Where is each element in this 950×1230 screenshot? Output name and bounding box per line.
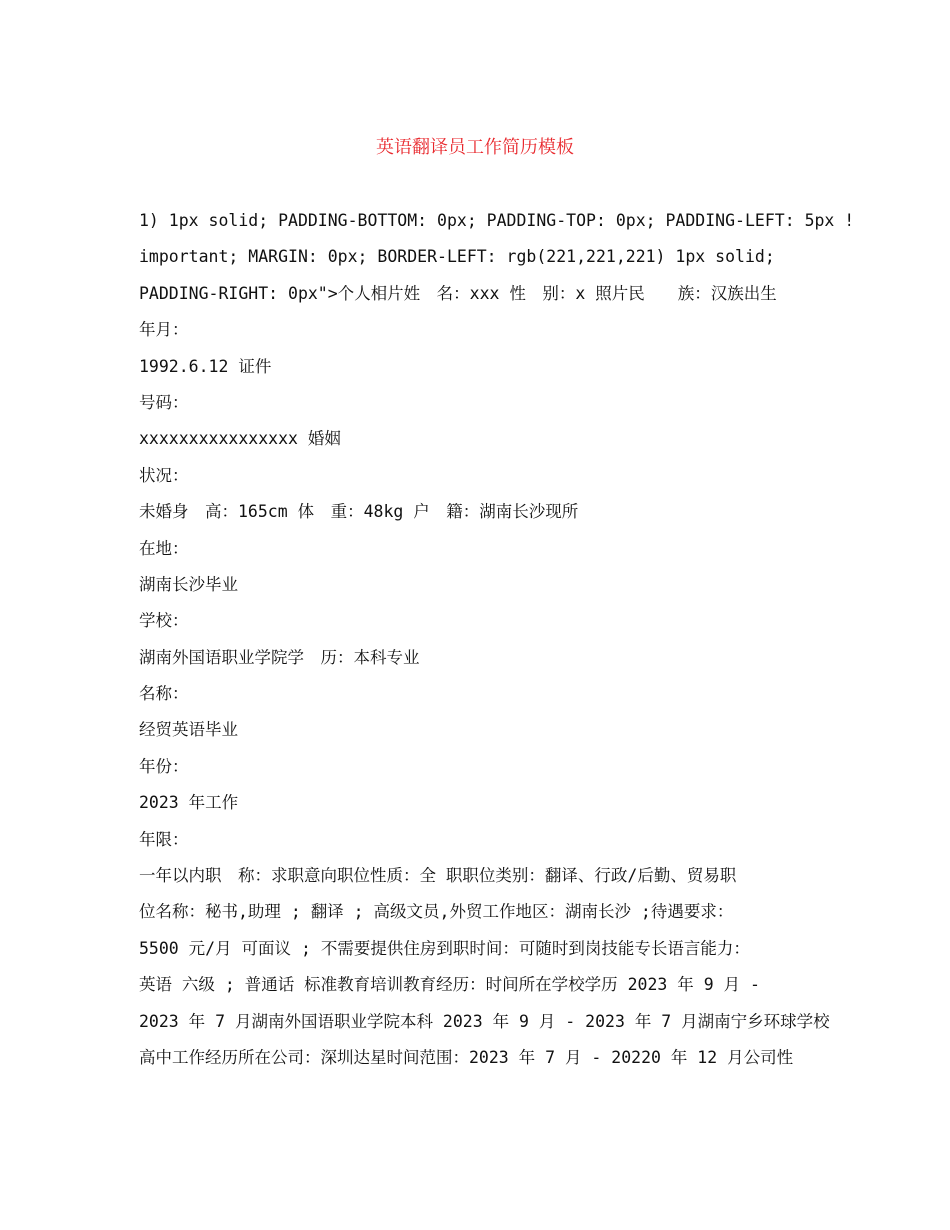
document-body [139,203,855,1076]
body-text-line: 在地： [139,538,189,558]
body-text-line: 经贸英语毕业 [139,720,238,740]
body-text-line: 1992.6.12 证件 [139,356,272,376]
body-text-line: 英语 六级 ; 普通话 标准教育培训教育经历：时间所在学校学历 2023 年 9 月 - [139,975,760,995]
body-text-line: xxxxxxxxxxxxxxxx 婚姻 [139,429,341,449]
body-text-line: 5500 元/月 可面议 ; 不需要提供住房到职时间：可随时到岗技能专长语言能力： [139,938,750,958]
body-text-line: 号码： [139,392,189,412]
body-text-line: 学校： [139,611,189,631]
body-text-line: 年份： [139,756,189,776]
document-title: 英语翻译员工作简历模板 [376,137,574,158]
body-text-line: 未婚身 高：165cm 体 重：48kg 户 籍：湖南长沙现所 [139,502,579,522]
body-text-line: 年限： [139,829,189,849]
body-text-line: 名称： [139,684,189,704]
body-text-line: 位名称：秘书,助理 ; 翻译 ; 高级文员,外贸工作地区：湖南长沙 ;待遇要求： [139,902,734,922]
body-text-line: important; MARGIN: 0px; BORDER-LEFT: rgb(221,221,221) 1px solid; [139,247,775,267]
body-text-line: 高中工作经历所在公司：深圳达星时间范围：2023 年 7 月 - 20220 年 12 月公司性 [139,1047,794,1067]
body-text-line: 1) 1px solid; PADDING-BOTTOM: 0px; PADDING-TOP: 0px; PADDING-LEFT: 5px ! [139,211,855,230]
body-text-line: 湖南外国语职业学院学 历：本科专业 [139,647,420,667]
body-text-line: 年月： [139,320,189,340]
body-text-line: 状况： [139,465,189,485]
body-text-line: 一年以内职 称：求职意向职位性质：全 职职位类别：翻译、行政/后勤、贸易职 [139,866,737,886]
body-text-line: PADDING-RIGHT: 0px">个人相片姓 名：xxx 性 别：x 照片民 族：汉族出生 [139,283,777,303]
body-text-line: 2023 年工作 [139,793,239,813]
body-text-line: 湖南长沙毕业 [139,574,238,594]
body-text-line: 2023 年 7 月湖南外国语职业学院本科 2023 年 9 月 - 2023 年 7 月湖南宁乡环球学校 [139,1011,830,1031]
